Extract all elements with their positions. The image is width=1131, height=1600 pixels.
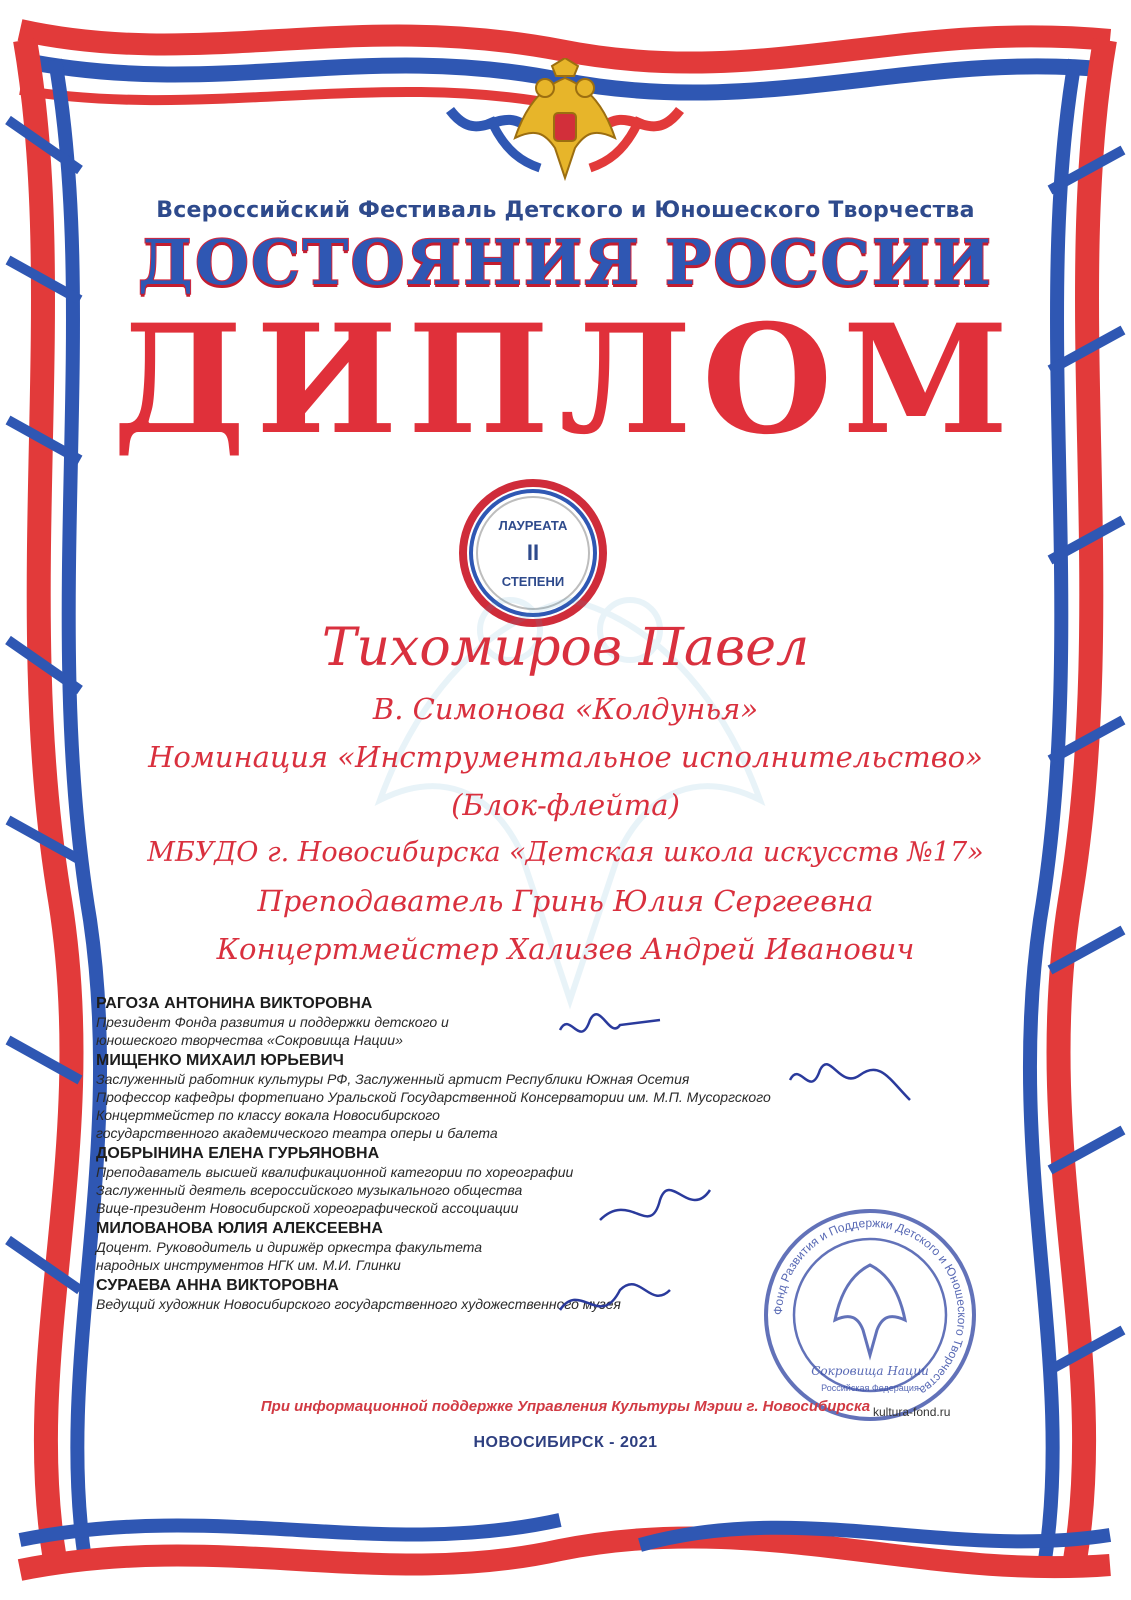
signature-dobrynina	[600, 1190, 710, 1220]
badge-degree: II	[526, 540, 540, 565]
signature-ragoza	[560, 1014, 660, 1031]
jury-name: МИЛОВАНОВА ЮЛИЯ АЛЕКСЕЕВНА	[96, 1220, 383, 1237]
signature-mischenko	[790, 1064, 910, 1100]
festival-name: ДОСТОЯНИЯ РОССИИ	[137, 226, 994, 299]
jury-role: народных инструментов НГК им. М.И. Глинки	[96, 1257, 401, 1273]
badge-line1: ЛАУРЕАТА	[498, 518, 568, 533]
city-year: НОВОСИБИРСК - 2021	[473, 1434, 658, 1451]
jury-role: Ведущий художник Новосибирского государственного художественного музея	[96, 1296, 621, 1312]
stamp-label: Сокровища Нации	[811, 1364, 929, 1378]
awardee-nomination: Номинация «Инструментальное исполнительство»	[148, 740, 983, 774]
jury-role: юношеского творчества «Сокровища Нации»	[96, 1032, 403, 1048]
jury-role: Концертмейстер по классу вокала Новосибирского	[96, 1107, 440, 1123]
jury-role: Президент Фонда развития и поддержки детского и	[96, 1014, 449, 1030]
document-title: ДИПЛОМ	[112, 292, 1019, 468]
jury-role: Преподаватель высшей квалификационной категории по хореографии	[96, 1164, 574, 1180]
awardee-name: Тихомиров Павел	[321, 618, 810, 678]
jury-role: Доцент. Руководитель и дирижёр оркестра факультета	[96, 1239, 483, 1255]
jury-name: СУРАЕВА АННА ВИКТОРОВНА	[96, 1277, 339, 1294]
stamp-ring-text: Фонд Развития и Поддержки Детского и Юношеского Творчества	[770, 1215, 970, 1398]
badge-line2: СТЕПЕНИ	[501, 574, 565, 589]
jury-role: Заслуженный деятель всероссийского музыкального общества	[96, 1182, 523, 1198]
jury-name: МИЩЕНКО МИХАИЛ ЮРЬЕВИЧ	[96, 1052, 344, 1069]
awardee-accompanist: Концертмейстер Хализев Андрей Иванович	[216, 932, 915, 966]
festival-title: Всероссийский Фестиваль Детского и Юношеского Творчества	[156, 198, 975, 223]
stamp-country: Российская Федерация	[821, 1383, 919, 1393]
jury-role: Вице-президент Новосибирской хореографической ассоциации	[96, 1200, 519, 1216]
awardee-instrument: (Блок-флейта)	[451, 788, 680, 822]
awardee-work: В. Симонова «Колдунья»	[372, 692, 759, 726]
support-note: При информационной поддержке Управления Культуры Мэрии г. Новосибирска	[260, 1398, 871, 1415]
jury-role: государственного академического театра оперы и балета	[96, 1125, 498, 1141]
awardee-school: МБУДО г. Новосибирска «Детская школа искусств №17»	[147, 837, 984, 868]
awardee-teacher: Преподаватель Гринь Юлия Сергеевна	[257, 884, 874, 918]
jury-name: ДОБРЫНИНА ЕЛЕНА ГУРЬЯНОВНА	[96, 1145, 380, 1162]
jury-role: Заслуженный работник культуры РФ, Заслуженный артист Республики Южная Осетия	[96, 1071, 690, 1087]
signature-milovanova	[560, 1284, 670, 1310]
website-label: kultura-fond.ru	[873, 1405, 951, 1419]
jury-name: РАГОЗА АНТОНИНА ВИКТОРОВНА	[96, 995, 373, 1012]
jury-role: Профессор кафедры фортепиано Уральской Государственной Консерватории им. М.П. Мусоргского	[96, 1089, 771, 1105]
coat-of-arms-icon	[470, 58, 660, 188]
organization-stamp	[760, 1205, 980, 1425]
